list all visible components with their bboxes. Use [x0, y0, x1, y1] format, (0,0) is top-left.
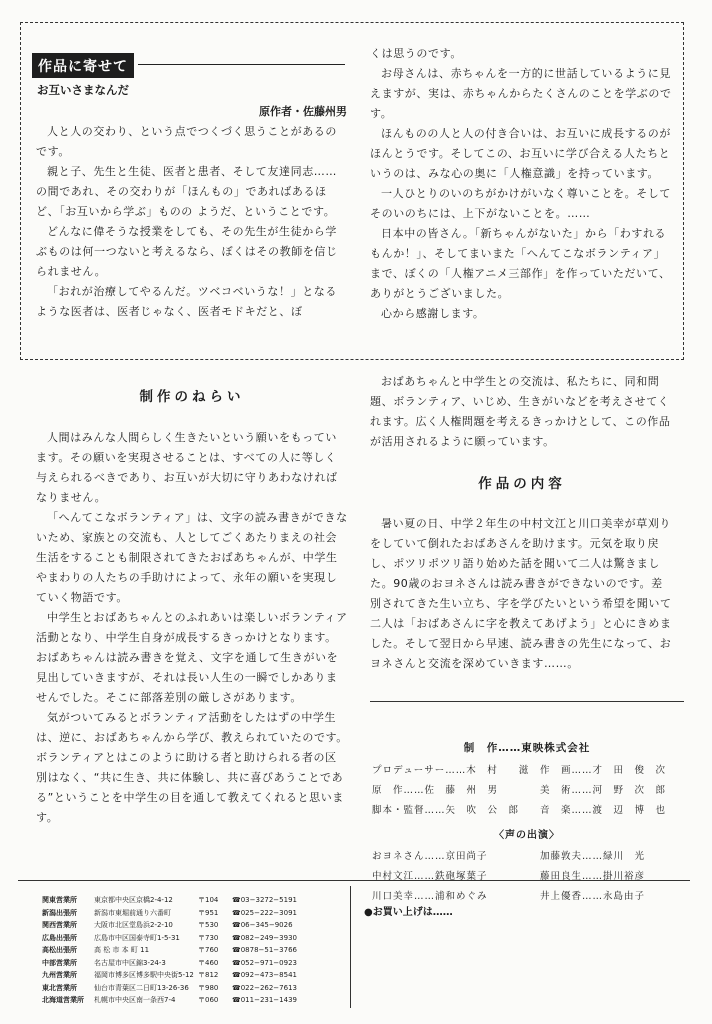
cast-heading: 〈声の出演〉 — [494, 830, 560, 841]
message-right-paragraph: 心から感謝します。 — [381, 307, 485, 320]
cast-credit-left: おヨネさん……京田尚子 — [372, 851, 488, 862]
message-right-paragraph: ほんものの人と人の付き合いは、お互いに成長するのがほんとうです。そしてこの、お互いに学び合える人たちというのは、みな心の奥に「人権意識」を持っています。 — [370, 127, 671, 180]
aim-heading: 制作のねらい — [139, 389, 245, 405]
office-name: 広島出張所 — [42, 933, 77, 942]
footer-divider — [18, 880, 690, 881]
aim-paragraph: 気がついてみるとボランティア活動をしたはずの中学生は、逆に、おばあちゃんから学び、教えられていたのです。ボランティアとはこのように助ける者と助けられる者の区別はなく、“共に生き、共に体験し、共に喜びあうことである”ということを中学生の目を通して教えてくれると思います。 — [36, 711, 348, 824]
staff-credit-right: 美 術……河 野 次 郎 — [540, 785, 667, 796]
production-company: 制 作……東映株式会社 — [463, 742, 591, 754]
cast-credit-right: 加藤敦夫……緑川 光 — [540, 851, 646, 862]
office-name: 関東営業所 — [42, 896, 77, 904]
office-name: 中部営業所 — [42, 958, 77, 967]
footer-vertical-divider — [350, 886, 351, 1008]
message-left-paragraph: 親と子、先生と生徒、医者と患者、そして友達同志……の間であれ、その交わりが「ほんもの」であればあるほど、「お互いから学ぶ」ものの ようだ、ということです。 — [36, 165, 337, 218]
content-heading: 作品の内容 — [478, 476, 566, 492]
office-name: 関西営業所 — [42, 921, 77, 929]
cast-credit-right: 井上優香……永島由子 — [540, 891, 646, 902]
staff-credit-row — [372, 762, 682, 782]
office-phone: ☎0878−51−3766 — [232, 946, 297, 954]
staff-credit-left: 原 作……佐 藤 州 男 — [372, 785, 499, 796]
office-phone: ☎082−249−3930 — [232, 933, 297, 942]
office-phone: ☎092−473−8541 — [232, 971, 297, 979]
office-phone: ☎022−262−7613 — [232, 983, 297, 992]
office-phone: ☎03−3272−5191 — [232, 896, 297, 904]
staff-credit-row — [372, 782, 682, 802]
office-postcode: 〒730 — [198, 933, 219, 942]
message-right-column — [370, 44, 674, 324]
office-name: 高松出張所 — [42, 946, 77, 954]
content-column — [370, 514, 674, 674]
office-phone: ☎052−971−0923 — [232, 958, 297, 967]
office-postcode: 〒060 — [198, 996, 219, 1004]
office-address: 新潟市東堀前通り六番町 — [94, 908, 171, 917]
message-left-paragraph: どんなに偉そうな授業をしても、その先生が生徒から学ぶものは何一つないと考えるなら、ぼくはその教師を信じられません。 — [36, 225, 338, 278]
office-address: 大阪市北区堂島浜2-2-10 — [94, 921, 173, 929]
office-phone: ☎011−231−1439 — [232, 996, 297, 1004]
office-address: 札幌市中央区南一条西7-4 — [94, 996, 176, 1004]
tag-underline — [138, 64, 345, 65]
message-left-column — [36, 122, 348, 322]
office-postcode: 〒760 — [198, 946, 219, 954]
message-left-paragraph: 「おれが治療してやるんだ。ツベコベいうな！」となるような医者は、医者じゃなく、医者モドキだと、ぼ — [36, 285, 337, 318]
staff-credit-right: 作 画……才 田 俊 次 — [540, 765, 667, 776]
cast-credit-left: 中村文江……鉄砲塚葉子 — [372, 871, 488, 882]
office-address: 名古屋市中区錦3-24-3 — [94, 958, 166, 967]
office-name: 九州営業所 — [42, 971, 77, 979]
office-address: 東京都中央区京橋2-4-12 — [94, 896, 173, 904]
staff-credit-row — [372, 802, 682, 822]
office-name: 新潟出張所 — [42, 908, 77, 917]
staff-credit-left: プロデューサー……木 村 滋 — [372, 765, 530, 776]
office-address: 福岡市博多区博多駅中央街5-12 — [94, 971, 194, 979]
aim-paragraph: 「へんてこなボランティア」は、文字の読み書きができないため、家族との交流も、人としてごくあたりまえの社会生活をすることも制限されてきたおばあちゃんが、中学生やまわりの人たちの手助けによって、永年の願いを実現していく物語です。 — [36, 511, 348, 604]
section-tag: 作品に寄せて — [32, 53, 134, 78]
office-postcode: 〒460 — [198, 958, 219, 967]
office-postcode: 〒812 — [198, 971, 219, 979]
office-phone: ☎06−345−9026 — [232, 921, 293, 929]
aim-paragraph: 中学生とおばあちゃんとのふれあいは楽しいボランティア活動となり、中学生自身が成長するきっかけとなります。おばあちゃんは読み書きを覚え、文字を通して生きがいを見出していきますが、それは長い人生の一瞬でしかありませんでした。そこに部落差別の厳しさがあります。 — [36, 611, 348, 704]
office-name: 東北営業所 — [42, 983, 77, 992]
office-postcode: 〒104 — [198, 896, 219, 904]
office-postcode: 〒951 — [198, 908, 219, 917]
cast-credit-row — [372, 868, 682, 888]
cast-credit-row — [372, 848, 682, 868]
message-left-paragraph: 人と人の交わり、という点でつくづく思うことがあるのです。 — [36, 125, 337, 158]
message-subtitle: お互いさまなんだ — [37, 83, 129, 97]
office-postcode: 〒530 — [198, 921, 219, 929]
content-text: 暑い夏の日、中学２年生の中村文江と川口美幸が草刈りをしていて倒れたおばあさんを助けます。元気を取り戻し、ポツリポツリ語り始めた話を聞いて二人は驚きました。90歳のおヨネさんは読み書きができないのです。差別されてきた生い立ち、字を学びたいという希望を聞いて二人は「おばあさんに字を教えてあげよう」と心にきめました。そして翌日から早速、読み書きの先生になって、おヨネさんと交流を深めていきます……。 — [370, 517, 672, 670]
staff-credit-left: 脚本・監督……矢 吹 公 郎 — [372, 805, 520, 816]
office-phone: ☎025−222−3091 — [232, 908, 297, 917]
aim-paragraph: 人間はみんな人間らしく生きたいという願いをもっています。その願いを実現させることは、すべての人に等しく与えられるべきであり、お互いが大切に守りあわなければなりません。 — [36, 431, 338, 504]
message-right-paragraph: 日本中の皆さん。「新ちゃんがないた」から「わすれるもんか！」、そしてまいまた「へんてこなボランティア」まで、ぼくの「人権アニメ三部作」を作っていただいて、ありがとうございました。 — [370, 227, 671, 300]
cast-credit-right: 藤田良生……掛川裕彦 — [540, 871, 646, 882]
cast-credit-left: 川口美幸……浦和めぐみ — [372, 891, 488, 902]
aim-right-text: おばあちゃんと中学生との交流は、私たちに、同和問題、ボランティア、いじめ、生きがいなどを考えさせてくれます。広く人権問題を考えるきっかけとして、この作品が活用されるように願っています。 — [370, 375, 671, 448]
office-address: 高 松 市 本 町 11 — [94, 946, 150, 954]
aim-right-paragraph — [370, 372, 674, 452]
credits-divider — [370, 701, 684, 702]
purchase-note: ●お買い上げは…… — [364, 907, 453, 918]
message-right-paragraph: くは思うのです。 — [370, 47, 462, 60]
office-name: 北海道営業所 — [42, 996, 84, 1004]
message-right-paragraph: お母さんは、赤ちゃんを一方的に世話しているように見えますが、実は、赤ちゃんからたくさんのことを学ぶのです。 — [370, 67, 672, 120]
message-author: 原作者・佐藤州男 — [259, 105, 347, 118]
staff-credit-right: 音 楽……渡 辺 博 也 — [540, 805, 667, 816]
aim-column — [36, 428, 348, 828]
office-address: 仙台市青葉区二日町13-26-36 — [94, 983, 189, 992]
message-right-paragraph: 一人ひとりのいのちがかけがいなく尊いことを。そしてそのいのちには、上下がないことを。…… — [370, 187, 671, 220]
office-address: 広島市中区国泰寺町1-5-31 — [94, 933, 180, 942]
office-postcode: 〒980 — [198, 983, 219, 992]
